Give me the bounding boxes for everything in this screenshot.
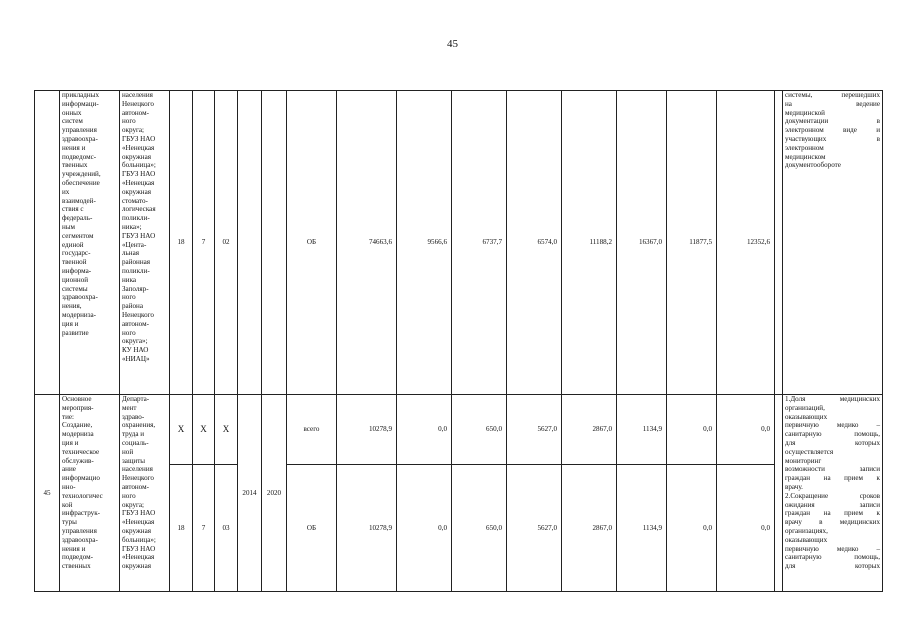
code-cell: 7 [193, 465, 215, 592]
text-line: Заполяр- [122, 284, 149, 293]
value-cell: 10278,9 [337, 465, 397, 592]
text-line: округа; [122, 500, 145, 509]
text-line: граждан на прием к [785, 509, 880, 518]
row-number-cell: 45 [35, 395, 60, 592]
text-line: твенных [62, 161, 88, 170]
text-line: ГБУЗ НАО [122, 170, 156, 179]
value-cell: 650,0 [452, 395, 507, 465]
text-line: ной [122, 447, 134, 456]
value-cell: 0,0 [667, 465, 717, 592]
text-line: обслужив- [62, 456, 94, 465]
text-line: окружная [122, 187, 152, 196]
activity-name-cell [60, 395, 120, 592]
text-line: систем [62, 117, 83, 126]
text-line: КУ НАО [122, 346, 149, 355]
text-line: ственных [62, 562, 91, 571]
text-line: твенной [62, 258, 87, 267]
executor-cell [120, 395, 170, 592]
code-cell: Х [193, 395, 215, 465]
text-line: ного [122, 117, 136, 126]
text-line: поликли- [122, 214, 150, 223]
value-cell: 16367,0 [617, 91, 667, 395]
code-cell: 03 [215, 465, 238, 592]
value-cell: 1134,9 [617, 395, 667, 465]
text-line: 1.Доля медицинских [785, 395, 880, 403]
text-line: населения [122, 465, 153, 474]
text-line: автоном- [122, 108, 149, 117]
value-cell: 5627,0 [507, 395, 562, 465]
text-line: участвующих в [785, 134, 880, 143]
code-cell: 18 [170, 91, 193, 395]
funding-source-cell: ОБ [287, 91, 337, 395]
text-line: ного [122, 293, 136, 302]
text-line: социаль- [122, 438, 149, 447]
text-line: системы, перешедших [785, 91, 880, 99]
value-cell: 0,0 [717, 395, 775, 465]
value-cell: 0,0 [667, 395, 717, 465]
text-line: ание [62, 465, 76, 474]
text-line: ция и [62, 438, 79, 447]
value-cell: 650,0 [452, 465, 507, 592]
end-year-cell: 2020 [262, 395, 287, 592]
table-row [35, 91, 883, 395]
activity-name-cell [60, 91, 120, 395]
text-line: инфраструк- [62, 509, 101, 518]
text-line: медицинском [785, 152, 826, 161]
value-cell: 6737,7 [452, 91, 507, 395]
text-line: районная [122, 258, 151, 267]
code-cell: 7 [193, 91, 215, 395]
text-line: округа»; [122, 337, 148, 346]
text-line: района [122, 302, 143, 311]
text-line: ным [62, 222, 76, 231]
value-cell: 10278,9 [337, 395, 397, 465]
text-line: ция и [62, 319, 79, 328]
text-line: санитарную помощь, [785, 553, 880, 562]
value-cell: 11188,2 [562, 91, 617, 395]
start-year-cell: 2014 [238, 395, 262, 592]
text-line: управления [62, 526, 97, 535]
text-line: санитарную помощь, [785, 430, 880, 439]
table-row [35, 395, 883, 465]
text-line: первичную медико – [785, 544, 880, 553]
text-line: автоном- [122, 319, 149, 328]
text-line: Департа- [122, 395, 150, 403]
text-line: организаций, [785, 403, 825, 412]
text-line: туры [62, 518, 77, 527]
text-line: Основное [62, 395, 92, 403]
text-line: охранения, [122, 421, 156, 430]
indicator-cell [783, 395, 883, 592]
text-line: единой [62, 240, 84, 249]
text-line: больница»; [122, 535, 156, 544]
text-line: ГБУЗ НАО [122, 509, 156, 518]
text-line: ника [122, 275, 137, 284]
text-line: округа; [122, 126, 145, 135]
value-cell: 6574,0 [507, 91, 562, 395]
text-line: нения, [62, 302, 82, 311]
text-line: для которых [785, 438, 880, 447]
indicator-cell [783, 91, 883, 395]
text-line: первичную медико – [785, 421, 880, 430]
value-cell: 1134,9 [617, 465, 667, 592]
text-line: документации в [785, 117, 880, 126]
value-cell: 0,0 [397, 465, 452, 592]
text-line: окружная [122, 562, 152, 571]
text-line: автоном- [122, 482, 149, 491]
value-cell: 74663,6 [337, 91, 397, 395]
text-line: их [62, 187, 70, 196]
text-line: здраво- [122, 412, 145, 421]
text-line: техническое [62, 447, 100, 456]
text-line: ГБУЗ НАО [122, 544, 156, 553]
text-line: тие: [62, 412, 75, 421]
text-line: сегментом [62, 231, 94, 240]
text-line: оказывающих [785, 535, 828, 544]
value-cell: 2867,0 [562, 395, 617, 465]
value-cell: 0,0 [397, 395, 452, 465]
value-cell: 2867,0 [562, 465, 617, 592]
text-line: льная [122, 249, 139, 258]
text-line: врачу в медицинских [785, 518, 880, 527]
text-line: для которых [785, 562, 880, 571]
text-line: граждан на прием к [785, 474, 880, 483]
funding-source-cell: ОБ [287, 465, 337, 592]
activity-name-lines [62, 395, 117, 571]
text-line: онных [62, 108, 82, 117]
funding-source-cell: всего [287, 395, 337, 465]
text-line: модерниза- [62, 310, 97, 319]
text-line: окружная [122, 526, 152, 535]
code-cell: Х [170, 395, 193, 465]
text-line: труда и [122, 430, 145, 439]
text-line: медицинской [785, 108, 825, 117]
text-line: развитие [62, 328, 89, 337]
text-line: здравоохра- [62, 293, 98, 302]
text-line: поликли- [122, 266, 150, 275]
text-line: информацио [62, 474, 100, 483]
value-cell: 12352,6 [717, 91, 775, 395]
text-line: кой [62, 500, 73, 509]
text-line: ГБУЗ НАО [122, 231, 156, 240]
executor-cell [120, 91, 170, 395]
text-line: «НИАЦ» [122, 354, 150, 363]
text-line: «Ненецкая [122, 553, 155, 562]
text-line: организациях, [785, 526, 828, 535]
text-line: Ненецкого [122, 474, 154, 483]
text-line: окружная [122, 152, 152, 161]
text-line: нно- [62, 482, 76, 491]
text-line: документообороте [785, 161, 841, 170]
text-line: электронном [785, 143, 824, 152]
text-line: врачу. [785, 482, 803, 491]
text-line: Ненецкого [122, 310, 154, 319]
code-cell: 18 [170, 465, 193, 592]
value-cell: 5627,0 [507, 465, 562, 592]
executor-lines [122, 91, 167, 364]
indicator-lines [785, 91, 880, 170]
text-line: управления [62, 126, 97, 135]
text-line: ционной [62, 275, 89, 284]
text-line: «Ненецкая [122, 143, 155, 152]
text-line: прикладных [62, 91, 99, 99]
text-line: мониторинг [785, 456, 822, 465]
text-line: подведом- [62, 553, 93, 562]
code-cell: 02 [215, 91, 238, 395]
text-line: защиты [122, 456, 146, 465]
program-activities-table [34, 90, 883, 592]
text-line: осуществляется [785, 447, 834, 456]
text-line: модерниза [62, 430, 94, 439]
text-line: электронном виде и [785, 126, 880, 135]
text-line: на ведение [785, 99, 880, 108]
text-line: государс- [62, 249, 91, 258]
text-line: ожидания записи [785, 500, 880, 509]
text-line: информаци- [62, 99, 99, 108]
text-line: технологичес [62, 491, 103, 500]
text-line: Создание, [62, 421, 93, 430]
text-line: «Цента- [122, 240, 147, 249]
text-line: обеспечение [62, 178, 100, 187]
activity-name-lines [62, 91, 117, 337]
text-line: взаимодей- [62, 196, 96, 205]
text-line: здравоохра- [62, 535, 98, 544]
text-line: ника»; [122, 222, 142, 231]
page-number: 45 [447, 38, 458, 50]
text-line: системы [62, 284, 88, 293]
text-line: ного [122, 491, 136, 500]
text-line: Ненецкого [122, 99, 154, 108]
code-cell: Х [215, 395, 238, 465]
text-line: ГБУЗ НАО [122, 134, 156, 143]
text-line: оказывающих [785, 412, 828, 421]
text-line: логическая [122, 205, 156, 214]
value-cell: 11877,5 [667, 91, 717, 395]
text-line: стомато- [122, 196, 148, 205]
text-line: нения и [62, 544, 86, 553]
text-line: здравоохра- [62, 134, 98, 143]
text-line: «Ненецкая [122, 178, 155, 187]
text-line: учреждений, [62, 170, 101, 179]
text-line: 2.Сокращение сроков [785, 491, 880, 500]
text-line: ствия с [62, 205, 84, 214]
text-line: мент [122, 403, 137, 412]
text-line: ного [122, 328, 136, 337]
text-line: федераль- [62, 214, 93, 223]
text-line: информа- [62, 266, 92, 275]
text-line: больница»; [122, 161, 156, 170]
text-line: возможности записи [785, 465, 880, 474]
text-line: подведомс- [62, 152, 97, 161]
value-cell: 0,0 [717, 465, 775, 592]
executor-lines [122, 395, 167, 571]
value-cell: 9566,6 [397, 91, 452, 395]
indicator-lines [785, 395, 880, 571]
text-line: «Ненецкая [122, 518, 155, 527]
text-line: мероприя- [62, 403, 94, 412]
text-line: населения [122, 91, 153, 99]
text-line: нения и [62, 143, 86, 152]
